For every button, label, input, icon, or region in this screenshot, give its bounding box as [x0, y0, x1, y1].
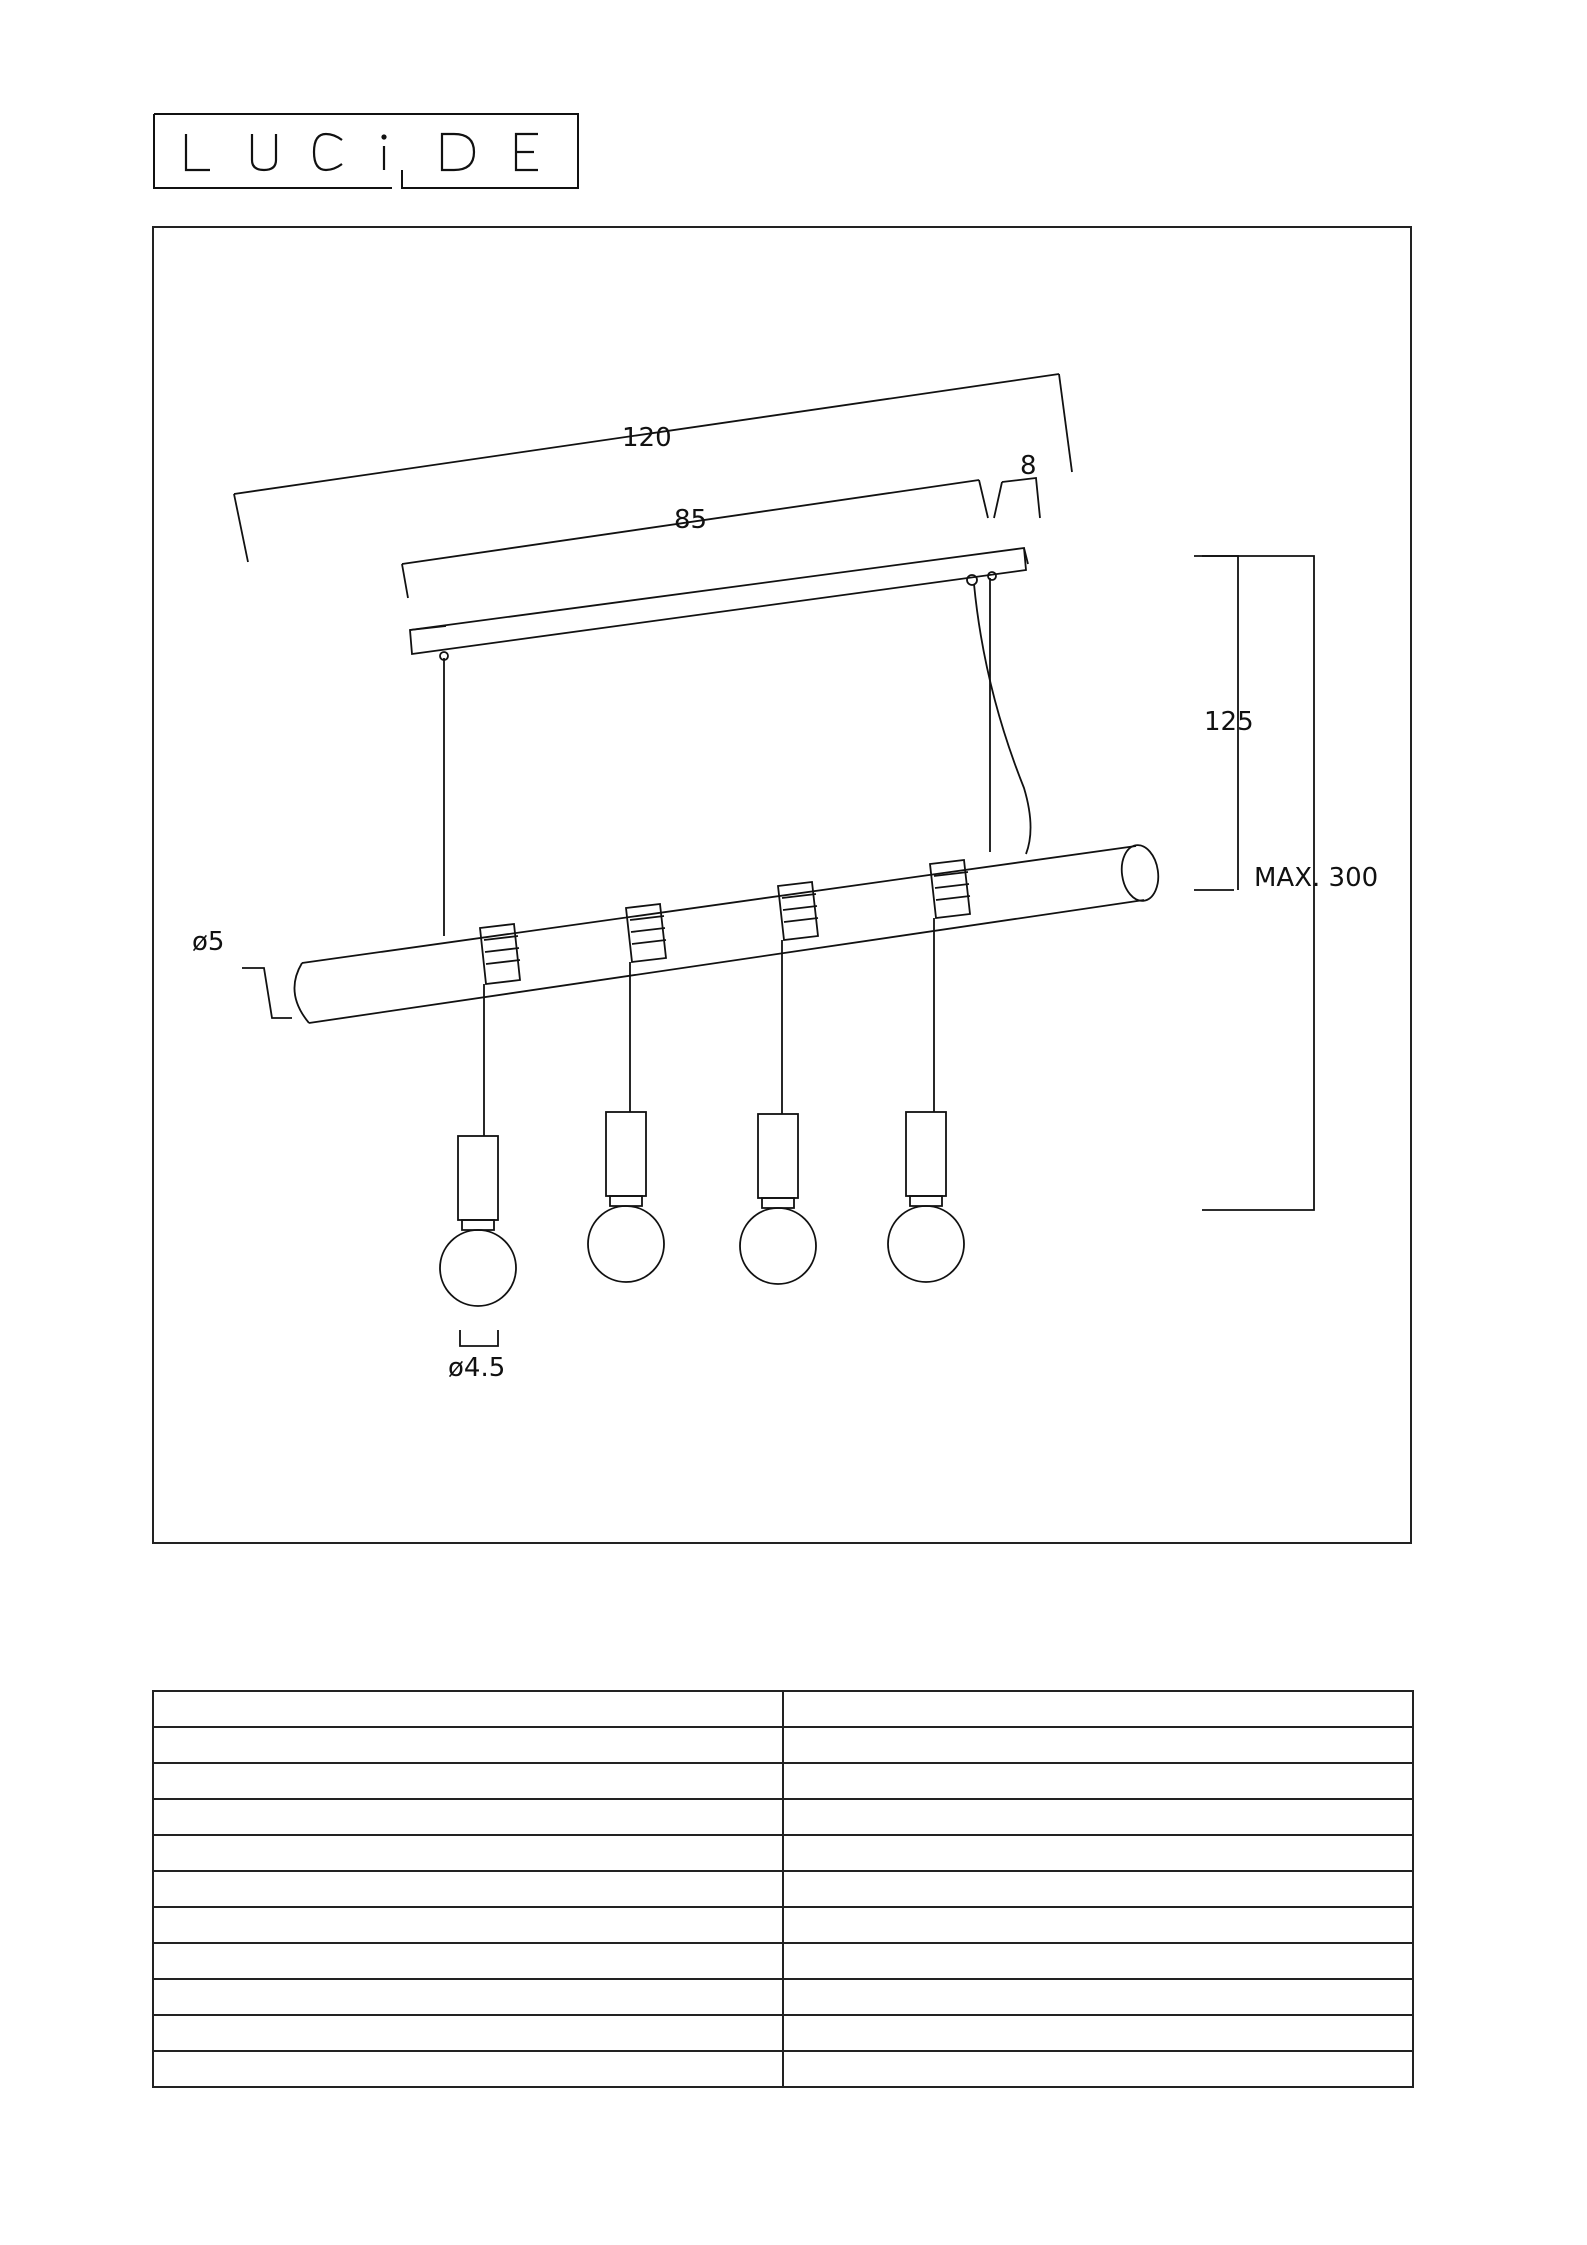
dim-canopy-width: 85: [674, 505, 708, 535]
spec-value-cell: [783, 1907, 1413, 1943]
spec-label-cell: [153, 1691, 783, 1727]
spec-value-cell: [783, 1691, 1413, 1727]
pendant-light-2: [588, 1112, 664, 1282]
dim-bulb-diameter: ø4.5: [448, 1353, 506, 1383]
spec-table-row: [153, 2051, 1413, 2087]
spec-label-cell: [153, 1835, 783, 1871]
spec-table-row: [153, 1799, 1413, 1835]
spec-table-row: [153, 2015, 1413, 2051]
spec-label-cell: [153, 1871, 783, 1907]
spec-table-row: [153, 1979, 1413, 2015]
spec-label-cell: [153, 1763, 783, 1799]
spec-value-cell: [783, 1871, 1413, 1907]
spec-value-cell: [783, 1979, 1413, 2015]
brand-logo: [152, 112, 580, 190]
spec-value-cell: [783, 1835, 1413, 1871]
cable-wraps: [480, 860, 970, 984]
spec-value-cell: [783, 1943, 1413, 1979]
spec-label-cell: [153, 1979, 783, 2015]
spec-table-row: [153, 1835, 1413, 1871]
spec-label-cell: [153, 2051, 783, 2087]
dim-tube-diameter: ø5: [192, 927, 225, 957]
pendant-light-3: [740, 1114, 816, 1284]
spec-label-cell: [153, 1727, 783, 1763]
spec-value-cell: [783, 1727, 1413, 1763]
spec-value-cell: [783, 1763, 1413, 1799]
dim-suspension-height: 125: [1204, 707, 1254, 737]
horizontal-tube: [302, 846, 1144, 1023]
spec-table-row: [153, 1871, 1413, 1907]
spec-table-row: [153, 1943, 1413, 1979]
pendant-light-4: [888, 1112, 964, 1282]
pendant-lamp-drawing: [154, 228, 1410, 1542]
spec-table: [152, 1690, 1414, 2088]
spec-value-cell: [783, 2051, 1413, 2087]
spec-value-cell: [783, 1799, 1413, 1835]
spec-table-row: [153, 1763, 1413, 1799]
spec-label-cell: [153, 2015, 783, 2051]
spec-value-cell: [783, 2015, 1413, 2051]
spec-table-row: [153, 1907, 1413, 1943]
dim-max-height: MAX. 300: [1254, 863, 1379, 893]
ceiling-canopy: [410, 548, 1026, 654]
technical-drawing: [152, 226, 1412, 1544]
spec-label-cell: [153, 1943, 783, 1979]
power-cord: [974, 584, 1031, 854]
spec-label-cell: [153, 1907, 783, 1943]
spec-table-row: [153, 1727, 1413, 1763]
dim-total-width: 120: [622, 423, 672, 453]
dim-canopy-depth: 8: [1020, 451, 1037, 481]
pendant-light-1: [440, 1136, 516, 1306]
spec-label-cell: [153, 1799, 783, 1835]
spec-table-row: [153, 1691, 1413, 1727]
